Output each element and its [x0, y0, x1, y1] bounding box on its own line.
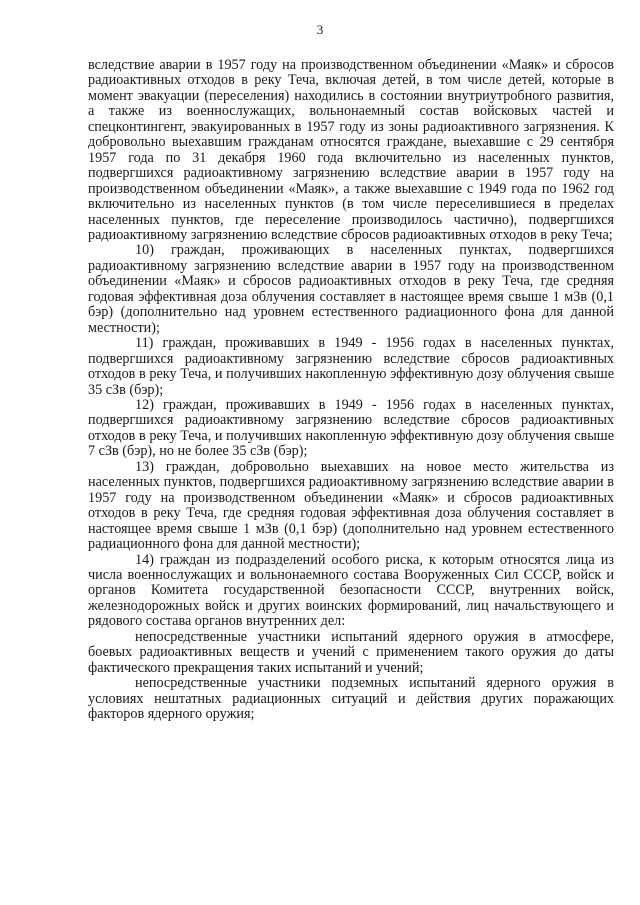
- paragraph-atmospheric-tests: непосредственные участники испытаний ядерного оружия в атмосфере, боевых радиоактивных веществ и учений с применением такого оружия до даты фактического прекращения таких испытаний и учений;: [88, 628, 614, 676]
- paragraph-item-11: 11) граждан, проживавших в 1949 - 1956 годах в населенных пунктах, подвергшихся радиоактивному загрязнению вследствие сбросов радиоактивных отходов в реку Теча, и получивших накопленную эффективную дозу облучения свыше 35 сЗв (бэр);: [88, 335, 614, 398]
- document-body: [88, 58, 614, 722]
- paragraph-item-14: 14) граждан из подразделений особого риска, к которым относятся лица из числа военнослужащих и вольнонаемного состава Вооруженных Сил СССР, войск и органов Комитета государственной безопасности СССР, внутренних войск, железнодорожных войск и других воинских формирований, лиц начальствующего и рядового состава органов внутренних дел:: [88, 551, 614, 630]
- paragraph-item-13: 13) граждан, добровольно выехавших на новое место жительства из населенных пунктов, подвергшихся радиоактивному загрязнению вследствие аварии в 1957 году на производственном объединении «Маяк» и сбросов радиоактивных отходов в реку Теча, где средняя годовая эффективная доза облучения составляет в настоящее время свыше 1 мЗв (0,1 бэр) (дополнительно над уровнем естественного радиационного фона для данной местности);: [88, 458, 614, 553]
- page-number: 3: [316, 22, 324, 37]
- paragraph-continuation: вследствие аварии в 1957 году на производственном объединении «Маяк» и сбросов радиоактивных отходов в реку Теча, включая детей, в том числе детей, которые в момент эвакуации (переселения) находились в состоянии внутриутробного развития, а также из военнослужащих, вольнонаемный состав войсковых частей и спецконтингент, эвакуированных в 1957 году из зоны радиоактивного загрязнения. К добровольно выехавшим гражданам относятся граждане, выехавшие с 29 сентября 1957 года по 31 декабря 1960 года включительно из населенных пунктов, подвергшихся радиоактивному загрязнению вследствие аварии в 1957 году на производственном объединении «Маяк», а также выехавшие с 1949 года по 1962 год включительно из населенных пунктов (в том числе переселившиеся в пределах населенных пунктов, где переселение производилось частично), подвергшихся радиоактивному загрязнению вследствие сбросов радиоактивных отходов в реку Теча;: [88, 57, 614, 243]
- paragraph-item-12: 12) граждан, проживавших в 1949 - 1956 годах в населенных пунктах, подвергшихся радиоактивному загрязнению вследствие сбросов радиоактивных отходов в реку Теча, и получивших накопленную эффективную дозу облучения свыше 7 сЗв (бэр), но не более 35 сЗв (бэр);: [88, 396, 614, 460]
- paragraph-item-10: 10) граждан, проживающих в населенных пунктах, подвергшихся радиоактивному загрязнению вследствие аварии в 1957 году на производственном объединении «Маяк» и сбросов радиоактивных отходов в реку Теча, где средняя годовая эффективная доза облучения составляет в настоящее время свыше 1 мЗв (0,1 бэр) (дополнительно над уровнем естественного радиационного фона для данной местности);: [88, 242, 614, 336]
- paragraph-underground-tests: непосредственные участники подземных испытаний ядерного оружия в условиях нештатных радиационных ситуаций и действия других поражающих факторов ядерного оружия;: [88, 675, 614, 723]
